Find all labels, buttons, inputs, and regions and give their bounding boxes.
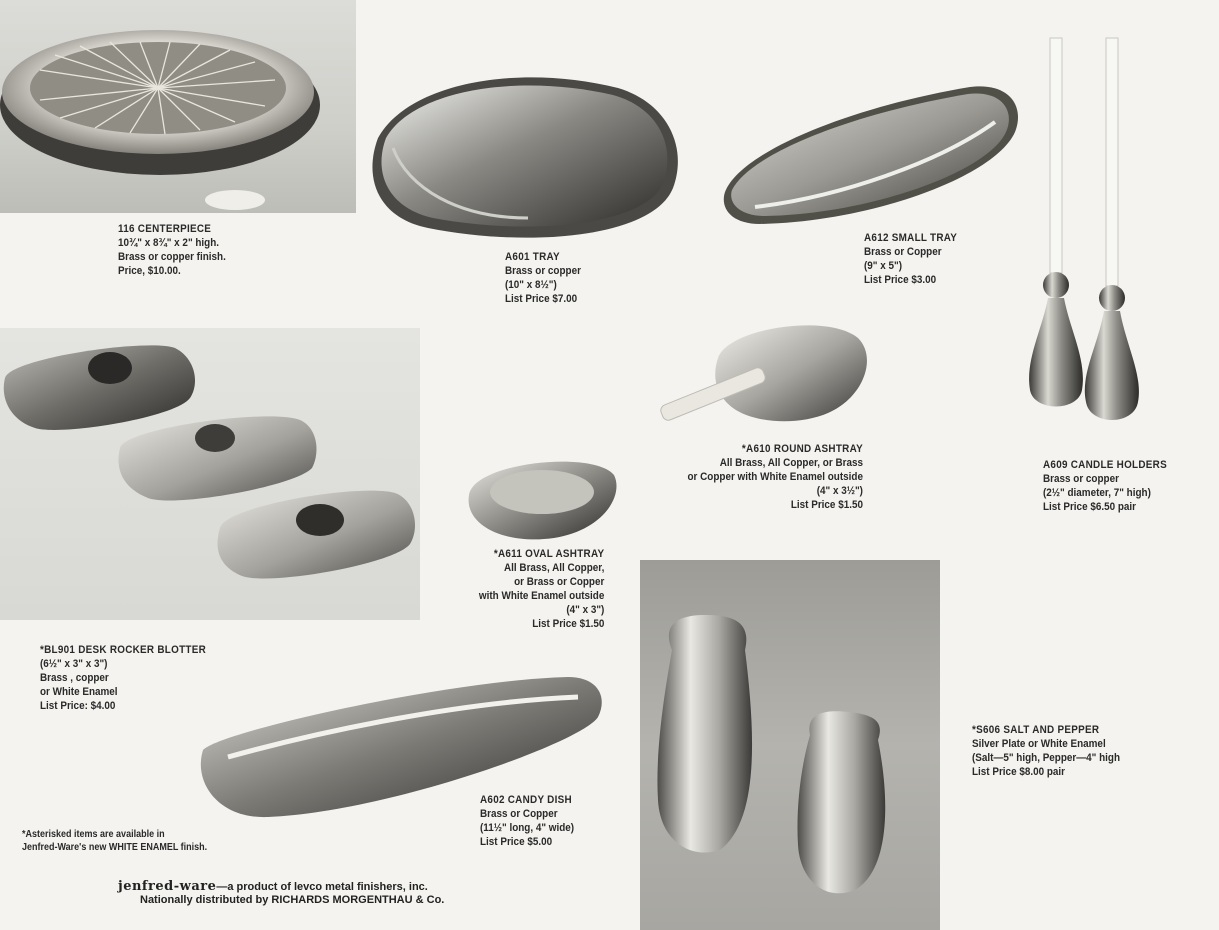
item-detail: All Brass, All Copper, or Brass xyxy=(719,457,863,469)
item-detail: Brass or copper finish. xyxy=(118,251,226,263)
item-title: A609 CANDLE HOLDERS xyxy=(1043,459,1167,471)
item-detail: or White Enamel xyxy=(40,686,118,698)
item-price: List Price $5.00 xyxy=(480,836,553,848)
item-detail: Brass or Copper xyxy=(864,246,942,258)
note-line: Jenfred-Ware's new WHITE ENAMEL finish. xyxy=(22,842,208,853)
salt-pepper-photo xyxy=(640,560,940,930)
item-detail: with White Enamel outside xyxy=(478,590,604,602)
item-title: 116 CENTERPIECE xyxy=(118,223,212,235)
oval-ashtray-photo xyxy=(464,450,620,542)
footer-distribution-line: Nationally distributed by RICHARDS MORGENTHAU & Co. xyxy=(140,894,445,906)
item-detail: Silver Plate or White Enamel xyxy=(972,738,1106,750)
brand-tagline: —a product of levco metal finishers, inc. xyxy=(216,881,428,893)
asterisk-note xyxy=(22,828,207,854)
item-detail: Brass or copper xyxy=(1043,473,1119,485)
item-title: *S606 SALT AND PEPPER xyxy=(972,724,1100,736)
item-detail: or Copper with White Enamel outside xyxy=(687,471,863,483)
item-price: List Price $3.00 xyxy=(864,274,937,286)
item-detail: or Brass or Copper xyxy=(513,576,604,588)
centerpiece-caption xyxy=(118,222,226,278)
item-title: *A611 OVAL ASHTRAY xyxy=(493,548,604,560)
centerpiece-photo xyxy=(0,0,356,213)
item-price: Price, $10.00. xyxy=(118,265,181,277)
round-ashtray-caption xyxy=(688,442,863,512)
item-detail: (4" x 3½") xyxy=(816,485,863,497)
item-detail: Brass or copper xyxy=(505,265,581,277)
note-line: *Asterisked items are available in xyxy=(22,829,165,840)
item-title: A612 SMALL TRAY xyxy=(864,232,958,244)
round-ashtray-photo xyxy=(658,318,872,444)
item-price: List Price $6.50 pair xyxy=(1043,501,1137,513)
item-detail: (10" x 8½") xyxy=(505,279,557,291)
tray-caption xyxy=(505,250,581,306)
brand-name: jenfred-ware xyxy=(118,879,217,894)
item-title: *A610 ROUND ASHTRAY xyxy=(741,443,863,455)
salt-pepper-caption xyxy=(972,723,1120,779)
item-price: List Price $8.00 pair xyxy=(972,766,1066,778)
footer-brand-line xyxy=(118,879,428,894)
item-detail: (4" x 3") xyxy=(565,604,604,616)
oval-ashtray-caption xyxy=(479,547,604,631)
small-tray-photo xyxy=(720,82,1022,228)
item-detail: (9" x 5") xyxy=(864,260,903,272)
item-title: A602 CANDY DISH xyxy=(480,794,572,806)
item-price: List Price $1.50 xyxy=(790,499,863,511)
item-title: A601 TRAY xyxy=(505,251,560,263)
candle-holders-photo xyxy=(1020,30,1150,432)
item-detail: (2½" diameter, 7" high) xyxy=(1043,487,1151,499)
candle-holders-caption xyxy=(1043,458,1167,514)
tray-photo xyxy=(368,68,688,244)
item-detail: (6½" x 3" x 3") xyxy=(40,658,108,670)
blotter-caption xyxy=(40,643,206,713)
item-price: List Price $7.00 xyxy=(505,293,578,305)
item-detail: (11½" long, 4" wide) xyxy=(480,822,575,834)
item-price: List Price $1.50 xyxy=(531,618,604,630)
item-price: List Price: $4.00 xyxy=(40,700,116,712)
blotter-photo xyxy=(0,328,420,620)
item-detail: 10¾" x 8¾" x 2" high. xyxy=(118,237,220,249)
small-tray-caption xyxy=(864,231,957,287)
item-detail: All Brass, All Copper, xyxy=(503,562,604,574)
item-detail: (Salt—5" high, Pepper—4" high xyxy=(972,752,1121,764)
item-detail: Brass or Copper xyxy=(480,808,558,820)
item-title: *BL901 DESK ROCKER BLOTTER xyxy=(40,644,206,656)
item-detail: Brass , copper xyxy=(40,672,109,684)
candy-dish-caption xyxy=(480,793,574,849)
